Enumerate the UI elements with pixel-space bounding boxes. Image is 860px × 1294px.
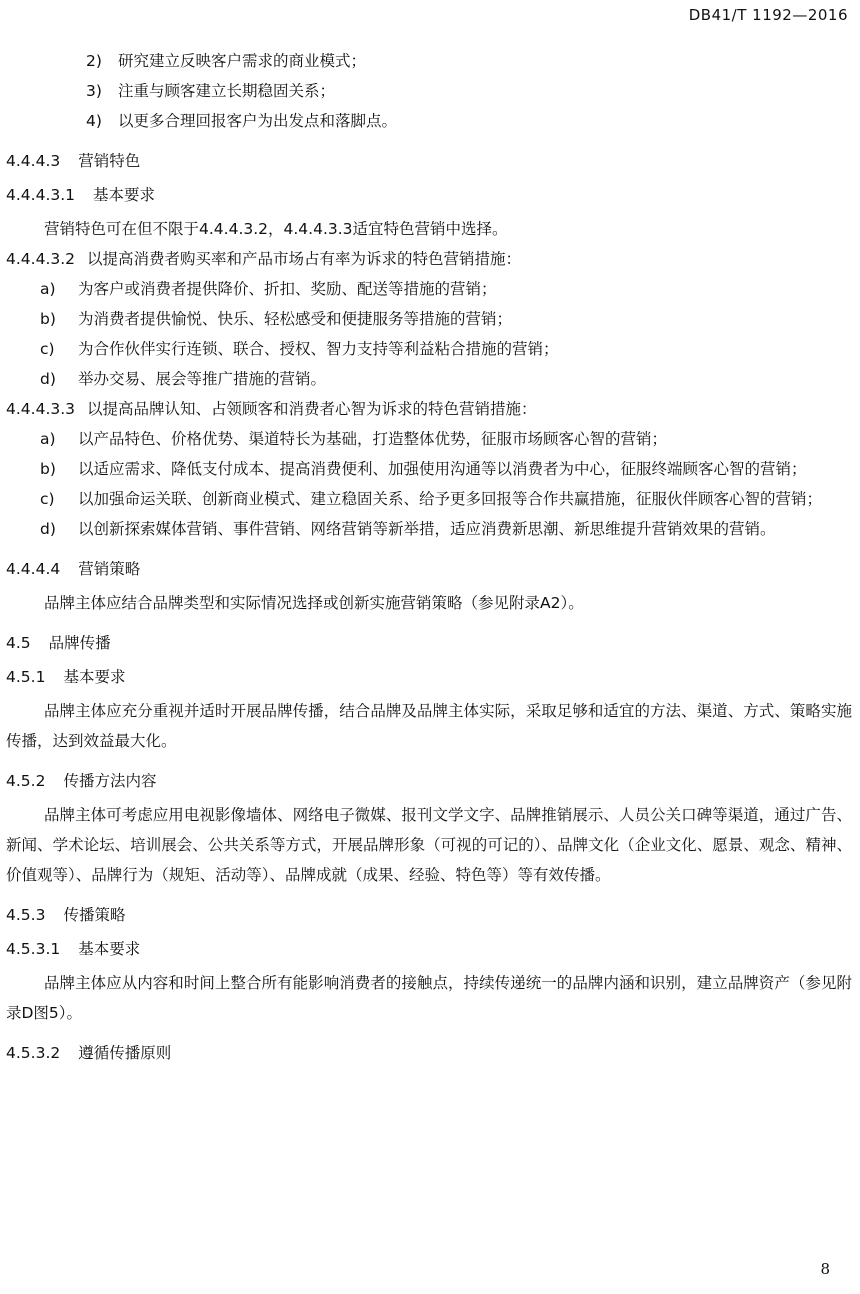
section-number: 4.5.3.2: [6, 1044, 61, 1062]
section-heading-4-4-4-3-2: [6, 244, 852, 274]
item-text: 以适应需求、降低支付成本、提高消费便利、加强使用沟通等以消费者为中心，征服终端顾客心智的营销；: [78, 460, 807, 478]
section-number: 4.4.4.3: [6, 152, 61, 170]
section-title: 以提高消费者购买率和产品市场占有率为诉求的特色营销措施：: [87, 250, 522, 268]
list-item: [6, 424, 852, 454]
section-number: 4.5: [6, 634, 31, 652]
item-text: 研究建立反映客户需求的商业模式；: [118, 52, 367, 70]
section-title: 遵循传播原则: [78, 1044, 172, 1062]
section-number: 4.4.4.3.2: [6, 250, 76, 268]
section-title: 营销特色: [78, 152, 141, 170]
item-text: 以更多合理回报客户为出发点和落脚点。: [118, 112, 398, 130]
section-heading-4-5-1: [6, 662, 852, 692]
item-number: 4): [86, 112, 102, 130]
paragraph: 品牌主体可考虑应用电视影像墙体、网络电子微媒、报刊文学文字、品牌推销展示、人员公关口碑等渠道，通过广告、新闻、学术论坛、培训展会、公共关系等方式，开展品牌形象（可视的可记的）、品牌文化（企业文化、愿景、观念、精神、价值观等）、品牌行为（规矩、活动等）、品牌成就（成果、经验、特色等）等有效传播。: [6, 806, 852, 884]
section-title: 基本要求: [78, 940, 141, 958]
section-heading-4-4-4-4: [6, 554, 852, 584]
section-number: 4.4.4.3.3: [6, 400, 76, 418]
item-label: d): [40, 370, 56, 388]
section-title: 传播方法内容: [63, 772, 157, 790]
item-text: 举办交易、展会等推广措施的营销。: [78, 370, 327, 388]
item-text: 以加强命运关联、创新商业模式、建立稳固关系、给予更多回报等合作共赢措施，征服伙伴顾客心智的营销；: [78, 490, 823, 508]
item-text: 注重与顾客建立长期稳固关系；: [118, 82, 336, 100]
section-heading-4-5-2: [6, 766, 852, 796]
section-heading-4-4-4-3: [6, 146, 852, 176]
paragraph: 营销特色可在但不限于4.4.4.3.2，4.4.4.3.3适宜特色营销中选择。: [44, 220, 508, 238]
item-label: a): [40, 280, 56, 298]
section-number: 4.4.4.4: [6, 560, 61, 578]
item-text: 以创新探索媒体营销、事件营销、网络营销等新举措，适应消费新思潮、新思维提升营销效果的营销。: [78, 520, 776, 538]
list-item: [6, 46, 852, 76]
item-label: c): [40, 340, 55, 358]
item-label: a): [40, 430, 56, 448]
item-label: d): [40, 520, 56, 538]
list-item: [6, 106, 852, 136]
paragraph: 品牌主体应结合品牌类型和实际情况选择或创新实施营销策略（参见附录A2）。: [44, 594, 584, 612]
section-heading-4-4-4-3-1: [6, 180, 852, 210]
item-label: b): [40, 460, 56, 478]
section-title: 营销策略: [78, 560, 141, 578]
section-number: 4.5.3: [6, 906, 46, 924]
section-number: 4.5.3.1: [6, 940, 61, 958]
paragraph: 品牌主体应充分重视并适时开展品牌传播，结合品牌及品牌主体实际，采取足够和适宜的方法、渠道、方式、策略实施传播，达到效益最大化。: [6, 702, 852, 750]
document-body: [6, 46, 852, 1072]
list-item: [6, 514, 852, 544]
list-item: [6, 454, 852, 484]
section-title: 基本要求: [93, 186, 156, 204]
section-number: 4.5.1: [6, 668, 46, 686]
section-heading-4-5-3-2: [6, 1038, 852, 1068]
document-code: DB41/T 1192—2016: [688, 6, 848, 24]
item-text: 为消费者提供愉悦、快乐、轻松感受和便捷服务等措施的营销；: [78, 310, 513, 328]
list-item: [6, 334, 852, 364]
section-title: 品牌传播: [48, 634, 111, 652]
section-title: 传播策略: [63, 906, 126, 924]
section-number: 4.5.2: [6, 772, 46, 790]
item-number: 2): [86, 52, 102, 70]
item-text: 为客户或消费者提供降价、折扣、奖励、配送等措施的营销；: [78, 280, 497, 298]
section-heading-4-4-4-3-3: [6, 394, 852, 424]
section-title: 以提高品牌认知、占领顾客和消费者心智为诉求的特色营销措施：: [87, 400, 537, 418]
section-heading-4-5-3-1: [6, 934, 852, 964]
section-number: 4.4.4.3.1: [6, 186, 76, 204]
item-label: c): [40, 490, 55, 508]
list-item: [6, 76, 852, 106]
section-title: 基本要求: [63, 668, 126, 686]
section-heading-4-5: [6, 628, 852, 658]
list-item: [6, 484, 852, 514]
page-number: 8: [820, 1260, 830, 1278]
item-text: 以产品特色、价格优势、渠道特长为基础，打造整体优势，征服市场顾客心智的营销；: [78, 430, 668, 448]
item-number: 3): [86, 82, 102, 100]
list-item: [6, 274, 852, 304]
list-item: [6, 304, 852, 334]
list-item: [6, 364, 852, 394]
item-text: 为合作伙伴实行连锁、联合、授权、智力支持等利益粘合措施的营销；: [78, 340, 559, 358]
section-heading-4-5-3: [6, 900, 852, 930]
item-label: b): [40, 310, 56, 328]
paragraph: 品牌主体应从内容和时间上整合所有能影响消费者的接触点，持续传递统一的品牌内涵和识别，建立品牌资产（参见附录D图5）。: [6, 974, 852, 1022]
